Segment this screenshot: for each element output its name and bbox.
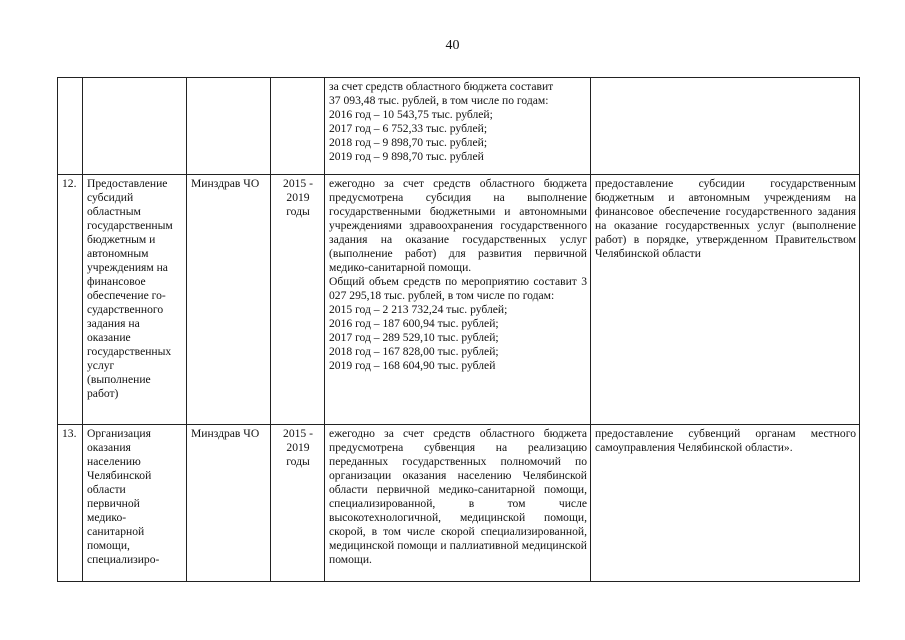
cell-term <box>271 175 325 425</box>
activity-name-line: обеспечение го- <box>87 289 166 302</box>
activity-name-line: государственным <box>87 219 173 232</box>
activity-name-line: оказание <box>87 331 131 344</box>
cell-executor: Минздрав ЧО <box>187 175 271 425</box>
activity-name-line: Организация <box>87 427 151 440</box>
activity-name-line: помощи, <box>87 539 130 552</box>
financing-year-line: 2018 год – 167 828,00 тыс. рублей; <box>329 345 499 358</box>
cell-term <box>271 78 325 175</box>
activity-name-line: первичной <box>87 497 140 510</box>
financing-line: 2017 год – 6 752,33 тыс. рублей; <box>329 122 488 135</box>
cell-activity-name <box>83 78 187 175</box>
expected-result-text: предоставление субсидии государственным бюджетным и автономным учреждениям на финансовое обеспечение государственного задания на оказание государственных услуг (выполнение работ) в порядке, утвержденном Правительством Челябинской области <box>595 177 856 260</box>
cell-number: 13. <box>58 425 83 582</box>
cell-expected-result <box>591 175 860 425</box>
cell-expected-result <box>591 78 860 175</box>
activity-name-line: автономным <box>87 247 149 260</box>
cell-expected-result <box>591 425 860 582</box>
term-line: 2019 <box>286 191 310 204</box>
financing-line: за счет средств областного бюджета составит <box>329 80 554 93</box>
activity-name-line: сударственного <box>87 303 164 316</box>
activity-name-line: задания на <box>87 317 140 330</box>
program-activities-table <box>57 77 860 582</box>
activity-name-line: услуг <box>87 359 115 372</box>
activity-name-line: Челябинской <box>87 469 152 482</box>
activity-name-line: бюджетным и <box>87 233 156 246</box>
cell-number <box>58 78 83 175</box>
cell-financing <box>325 175 591 425</box>
expected-result-text: предоставление субвенций органам местного самоуправления Челябинской области». <box>595 427 856 454</box>
financing-intro: ежегодно за счет средств областного бюджета предусмотрена субвенция на реализацию переданных государственных полномочий по организации оказания населению Челябинской области первичной медико-санитарной помощи, специализированной, в том числе высокотехнологичной, медицинской помощи, скорой, в том числе скорой специализированной, медицинской помощи и паллиативной медицинской помощи. <box>329 427 587 566</box>
cell-executor <box>187 78 271 175</box>
table-row-13 <box>58 425 860 582</box>
activity-name-line: санитарной <box>87 525 145 538</box>
term-line: годы <box>286 205 310 218</box>
activity-name-line: субсидий <box>87 191 134 204</box>
term-line: годы <box>286 455 310 468</box>
cell-term <box>271 425 325 582</box>
financing-year-line: 2015 год – 2 213 732,24 тыс. рублей; <box>329 303 508 316</box>
activity-name-line: учреждениям на <box>87 261 168 274</box>
table-row-12 <box>58 175 860 425</box>
financing-total: Общий объем средств по мероприятию составит 3 027 295,18 тыс. рублей, в том числе по годам: <box>329 275 587 302</box>
term-line: 2015 - <box>283 427 313 440</box>
financing-year-line: 2017 год – 289 529,10 тыс. рублей; <box>329 331 499 344</box>
cell-financing <box>325 425 591 582</box>
activity-name-line: работ) <box>87 387 119 400</box>
financing-year-line: 2019 год – 168 604,90 тыс. рублей <box>329 359 496 372</box>
financing-line: 37 093,48 тыс. рублей, в том числе по годам: <box>329 94 549 107</box>
activity-name-line: населению <box>87 455 141 468</box>
activity-name-line: специализиро- <box>87 553 160 566</box>
financing-line: 2016 год – 10 543,75 тыс. рублей; <box>329 108 493 121</box>
activity-name-line: областным <box>87 205 141 218</box>
page-number: 40 <box>445 38 460 53</box>
financing-line: 2019 год – 9 898,70 тыс. рублей <box>329 150 484 163</box>
activity-name-line: государственных <box>87 345 172 358</box>
activity-name-line: (выполнение <box>87 373 151 386</box>
cell-number: 12. <box>58 175 83 425</box>
cell-activity-name <box>83 425 187 582</box>
cell-activity-name <box>83 175 187 425</box>
financing-line: 2018 год – 9 898,70 тыс. рублей; <box>329 136 488 149</box>
term-line: 2015 - <box>283 177 313 190</box>
cell-executor: Минздрав ЧО <box>187 425 271 582</box>
cell-financing <box>325 78 591 175</box>
term-line: 2019 <box>286 441 310 454</box>
activity-name-line: медико- <box>87 511 127 524</box>
activity-name-line: оказания <box>87 441 131 454</box>
table-row-continuation <box>58 78 860 175</box>
activity-name-line: финансовое <box>87 275 146 288</box>
activity-name-line: Предоставление <box>87 177 168 190</box>
financing-intro: ежегодно за счет средств областного бюджета предусмотрена субсидия на выполнение государственными бюджетными и автономными учреждениями здравоохранения государственного задания на оказание государственных услуг (выполнение работ) для развития первичной медико-санитарной помощи. <box>329 177 587 274</box>
financing-year-line: 2016 год – 187 600,94 тыс. рублей; <box>329 317 499 330</box>
activity-name-line: области <box>87 483 126 496</box>
